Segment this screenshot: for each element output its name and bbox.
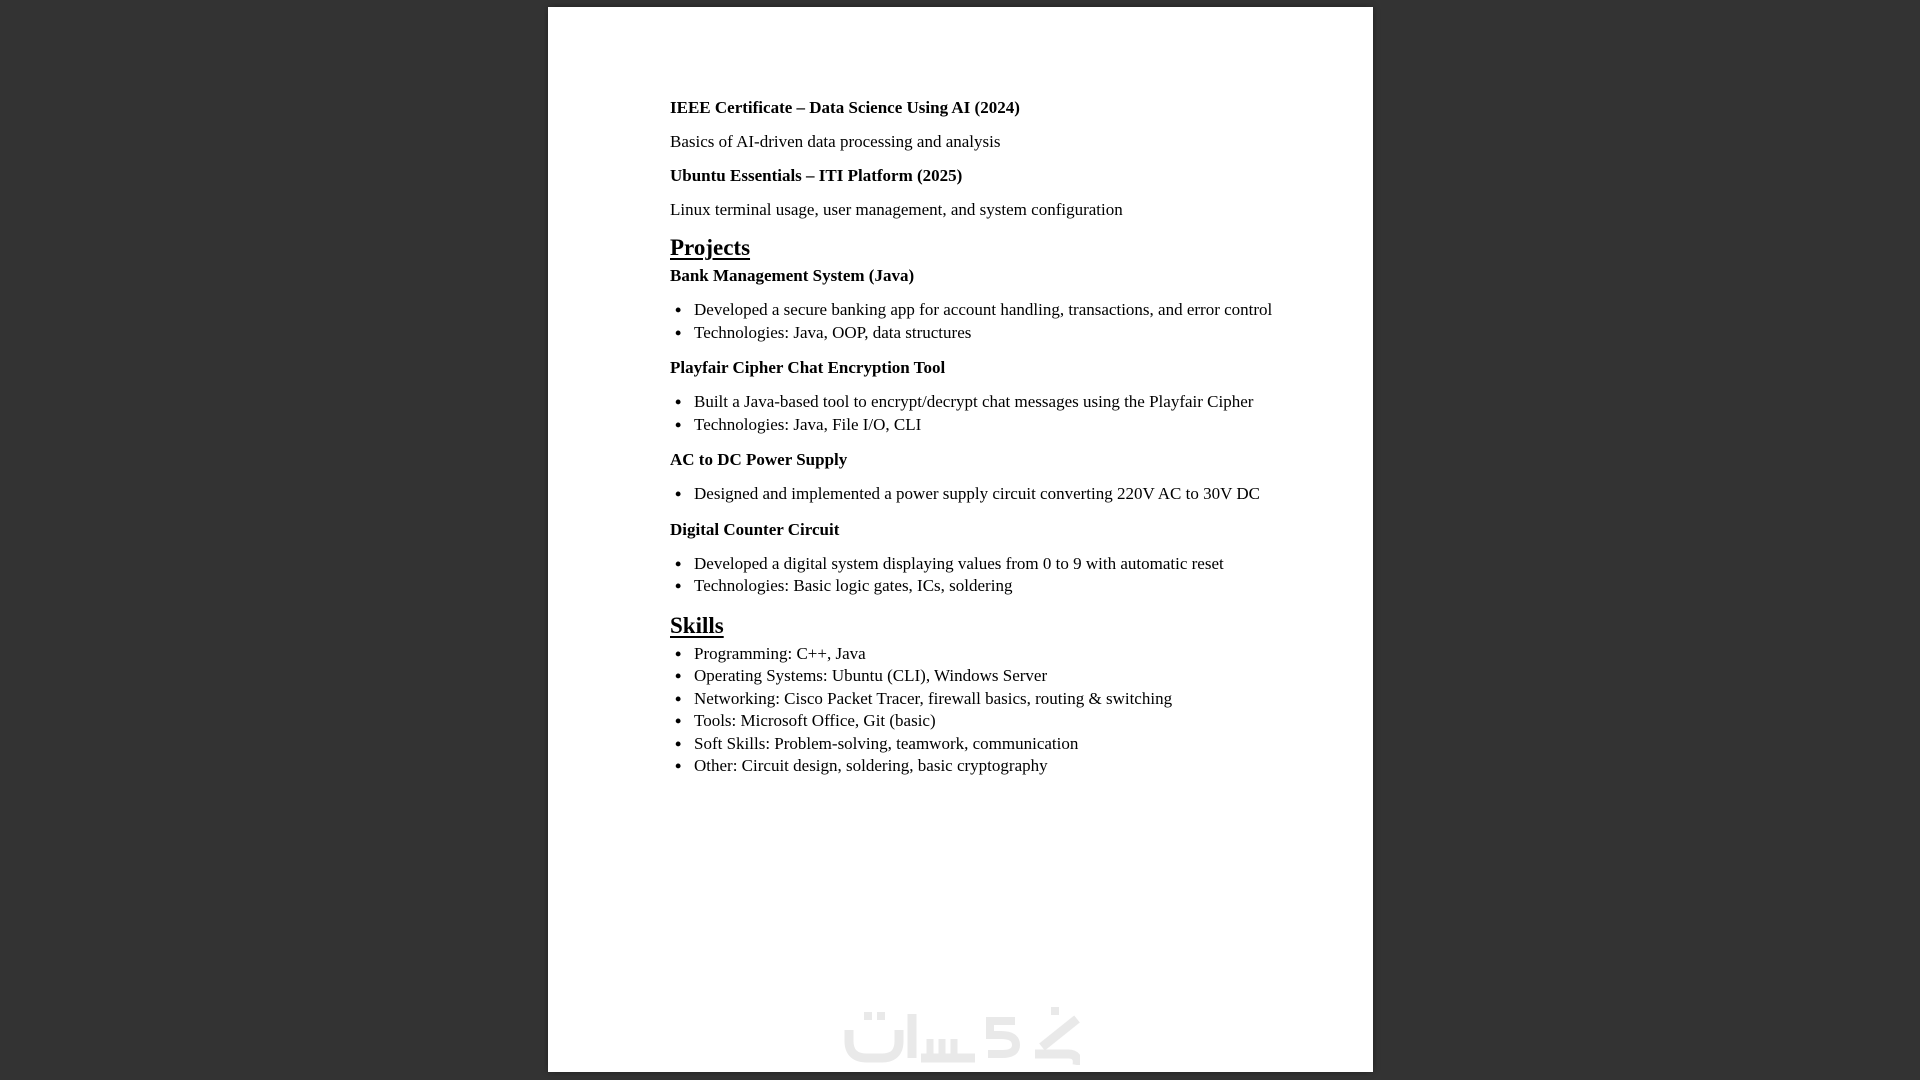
certification-title: IEEE Certificate – Data Science Using AI (2024) bbox=[670, 98, 1020, 117]
project-bullet-list bbox=[670, 299, 1333, 344]
project-bullet-list bbox=[670, 483, 1333, 506]
section-heading-skills: Skills bbox=[670, 612, 724, 638]
project-title: AC to DC Power Supply bbox=[670, 450, 848, 469]
document-page bbox=[548, 7, 1373, 1072]
bullet-item: • Technologies: Java, OOP, data structures bbox=[670, 322, 1333, 345]
bullet-item: • Tools: Microsoft Office, Git (basic) bbox=[670, 710, 1333, 733]
certification-title: Ubuntu Essentials – ITI Platform (2025) bbox=[670, 166, 963, 185]
bullet-item: • Programming: C++, Java bbox=[670, 643, 1333, 666]
skills-bullet-list bbox=[670, 643, 1333, 778]
bullet-item: • Soft Skills: Problem-solving, teamwork, communication bbox=[670, 733, 1333, 756]
section-heading-projects: Projects bbox=[670, 235, 751, 260]
certification-description: Linux terminal usage, user management, and system configuration bbox=[670, 200, 1123, 219]
bullet-item: • Other: Circuit design, soldering, basic cryptography bbox=[670, 755, 1333, 778]
bullet-item: • Designed and implemented a power supply circuit converting 220V AC to 30V DC bbox=[670, 483, 1333, 506]
project-title: Playfair Cipher Chat Encryption Tool bbox=[670, 358, 946, 377]
project-title: Digital Counter Circuit bbox=[670, 519, 840, 539]
bullet-item: • Developed a digital system displaying values from 0 to 9 with automatic reset bbox=[670, 553, 1333, 576]
bullet-item: • Operating Systems: Ubuntu (CLI), Windows Server bbox=[670, 665, 1333, 688]
khamsat-watermark-icon bbox=[844, 1007, 1080, 1065]
project-title: Bank Management System (Java) bbox=[670, 266, 915, 285]
bullet-item: • Technologies: Java, File I/O, CLI bbox=[670, 414, 1333, 437]
bullet-item: • Networking: Cisco Packet Tracer, firewall basics, routing & switching bbox=[670, 688, 1333, 711]
project-bullet-list bbox=[670, 391, 1333, 436]
bullet-item: • Built a Java-based tool to encrypt/decrypt chat messages using the Playfair Cipher bbox=[670, 391, 1333, 414]
project-bullet-list bbox=[670, 553, 1333, 598]
document-content bbox=[548, 7, 1373, 791]
certification-description: Basics of AI-driven data processing and analysis bbox=[670, 132, 1001, 151]
bullet-item: • Technologies: Basic logic gates, ICs, soldering bbox=[670, 575, 1333, 598]
bullet-item: • Developed a secure banking app for account handling, transactions, and error control bbox=[670, 299, 1333, 322]
